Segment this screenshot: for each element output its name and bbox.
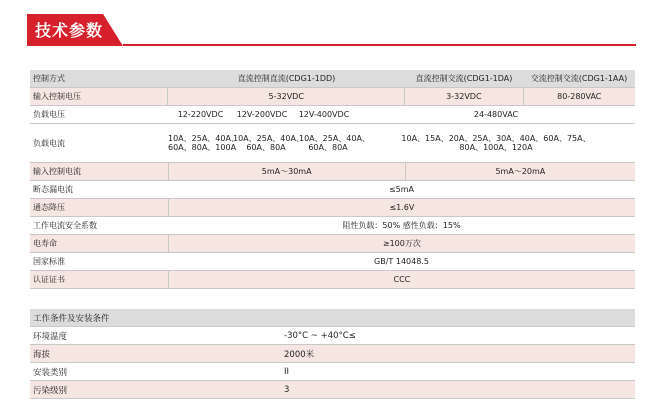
row-voltage-drop <box>30 199 635 217</box>
line-1: 10A、25A、40A、 <box>233 134 304 143</box>
work-row <box>30 345 635 363</box>
row-load-current <box>30 124 635 163</box>
cell-dc: 5mA～30mA <box>168 163 405 180</box>
line-2: 60A、80A、100A <box>168 143 237 152</box>
col-header-da: 直流控制交流(CDG1-1DA) <box>415 74 513 83</box>
row-label: 认证证书 <box>33 275 65 284</box>
row-label: 电寿命 <box>33 239 57 248</box>
header-rule <box>123 44 636 46</box>
work-row <box>30 381 635 399</box>
work-label: 污染级别 <box>33 385 68 396</box>
work-row <box>30 327 635 345</box>
cell-ac <box>357 134 635 152</box>
row-label: 负载电流 <box>33 138 65 148</box>
cell-value: ≤5mA <box>388 185 415 194</box>
line-2: 60A、80A <box>308 143 348 152</box>
row-label: 断态漏电流 <box>33 185 73 194</box>
row-label: 负载电压 <box>33 110 65 119</box>
col-header-aa: 交流控制交流(CDG1-1AA) <box>530 74 628 83</box>
work-value: 3 <box>284 384 290 395</box>
row-label: 国家标准 <box>33 257 65 266</box>
spec-header-row <box>30 70 635 88</box>
cell-dd3 <box>299 134 370 152</box>
row-label: 输入控制电流 <box>33 167 81 176</box>
work-conditions-table <box>30 309 635 399</box>
row-safety-factor <box>30 217 635 235</box>
cell-aa: 80-280VAC <box>523 88 635 105</box>
cell-dd1 <box>168 134 239 152</box>
work-row <box>30 363 635 381</box>
cell-ac: 24-480VAC <box>473 110 519 119</box>
work-label: 环境温度 <box>33 331 68 342</box>
work-value: 2000米 <box>284 349 315 360</box>
row-label: 通态降压 <box>33 203 65 212</box>
row-input-current <box>30 163 635 181</box>
row-cert <box>30 271 635 289</box>
row-label: 输入控制电压 <box>33 92 81 101</box>
col-header-dd: 直流控制直流(CDG1-1DD) <box>237 74 336 83</box>
cell-dd1: 12-220VDC <box>177 110 224 119</box>
row-life <box>30 235 635 253</box>
spec-table <box>30 70 635 289</box>
col-header-control: 控制方式 <box>33 74 65 83</box>
row-leakage <box>30 181 635 199</box>
cell-dd: 5-32VDC <box>167 88 404 105</box>
cell-value: GB/T 14048.5 <box>374 257 429 266</box>
row-label: 工作电流安全系数 <box>33 221 97 230</box>
line-1: 10A、15A、20A、25A、30A、40A、60A、75A、 <box>401 134 591 143</box>
work-value: II <box>284 366 290 377</box>
cell-ac: 5mA～20mA <box>405 163 635 180</box>
line-2: 80A、100A、120A <box>459 143 533 152</box>
section-title: 技术参数 <box>35 21 104 40</box>
work-value: -30°C ~ +40°C≤ <box>284 330 356 341</box>
work-title: 工作条件及安装条件 <box>30 309 635 327</box>
section-header <box>27 14 636 46</box>
line-1: 10A、25A、40A、 <box>299 134 370 143</box>
line-1: 10A、25A、40A、 <box>168 134 239 143</box>
cell-dd3: 12V-400VDC <box>298 110 350 119</box>
work-label: 海拔 <box>33 349 51 360</box>
cell-value: ≥100万次 <box>168 235 635 252</box>
work-label: 安装类别 <box>33 367 68 378</box>
cell-value: 阻性负载：50% 感性负载：15% <box>342 221 461 230</box>
row-standard <box>30 253 635 271</box>
cell-value: CCC <box>168 271 635 288</box>
cell-value: ≤1.6V <box>168 199 635 216</box>
cell-da: 3-32VDC <box>404 88 522 105</box>
line-2: 60A、80A <box>246 143 286 152</box>
row-load-voltage <box>30 106 635 124</box>
cell-dd2 <box>233 134 304 152</box>
row-input-voltage <box>30 88 635 106</box>
cell-dd2: 12V-200VDC <box>236 110 288 119</box>
